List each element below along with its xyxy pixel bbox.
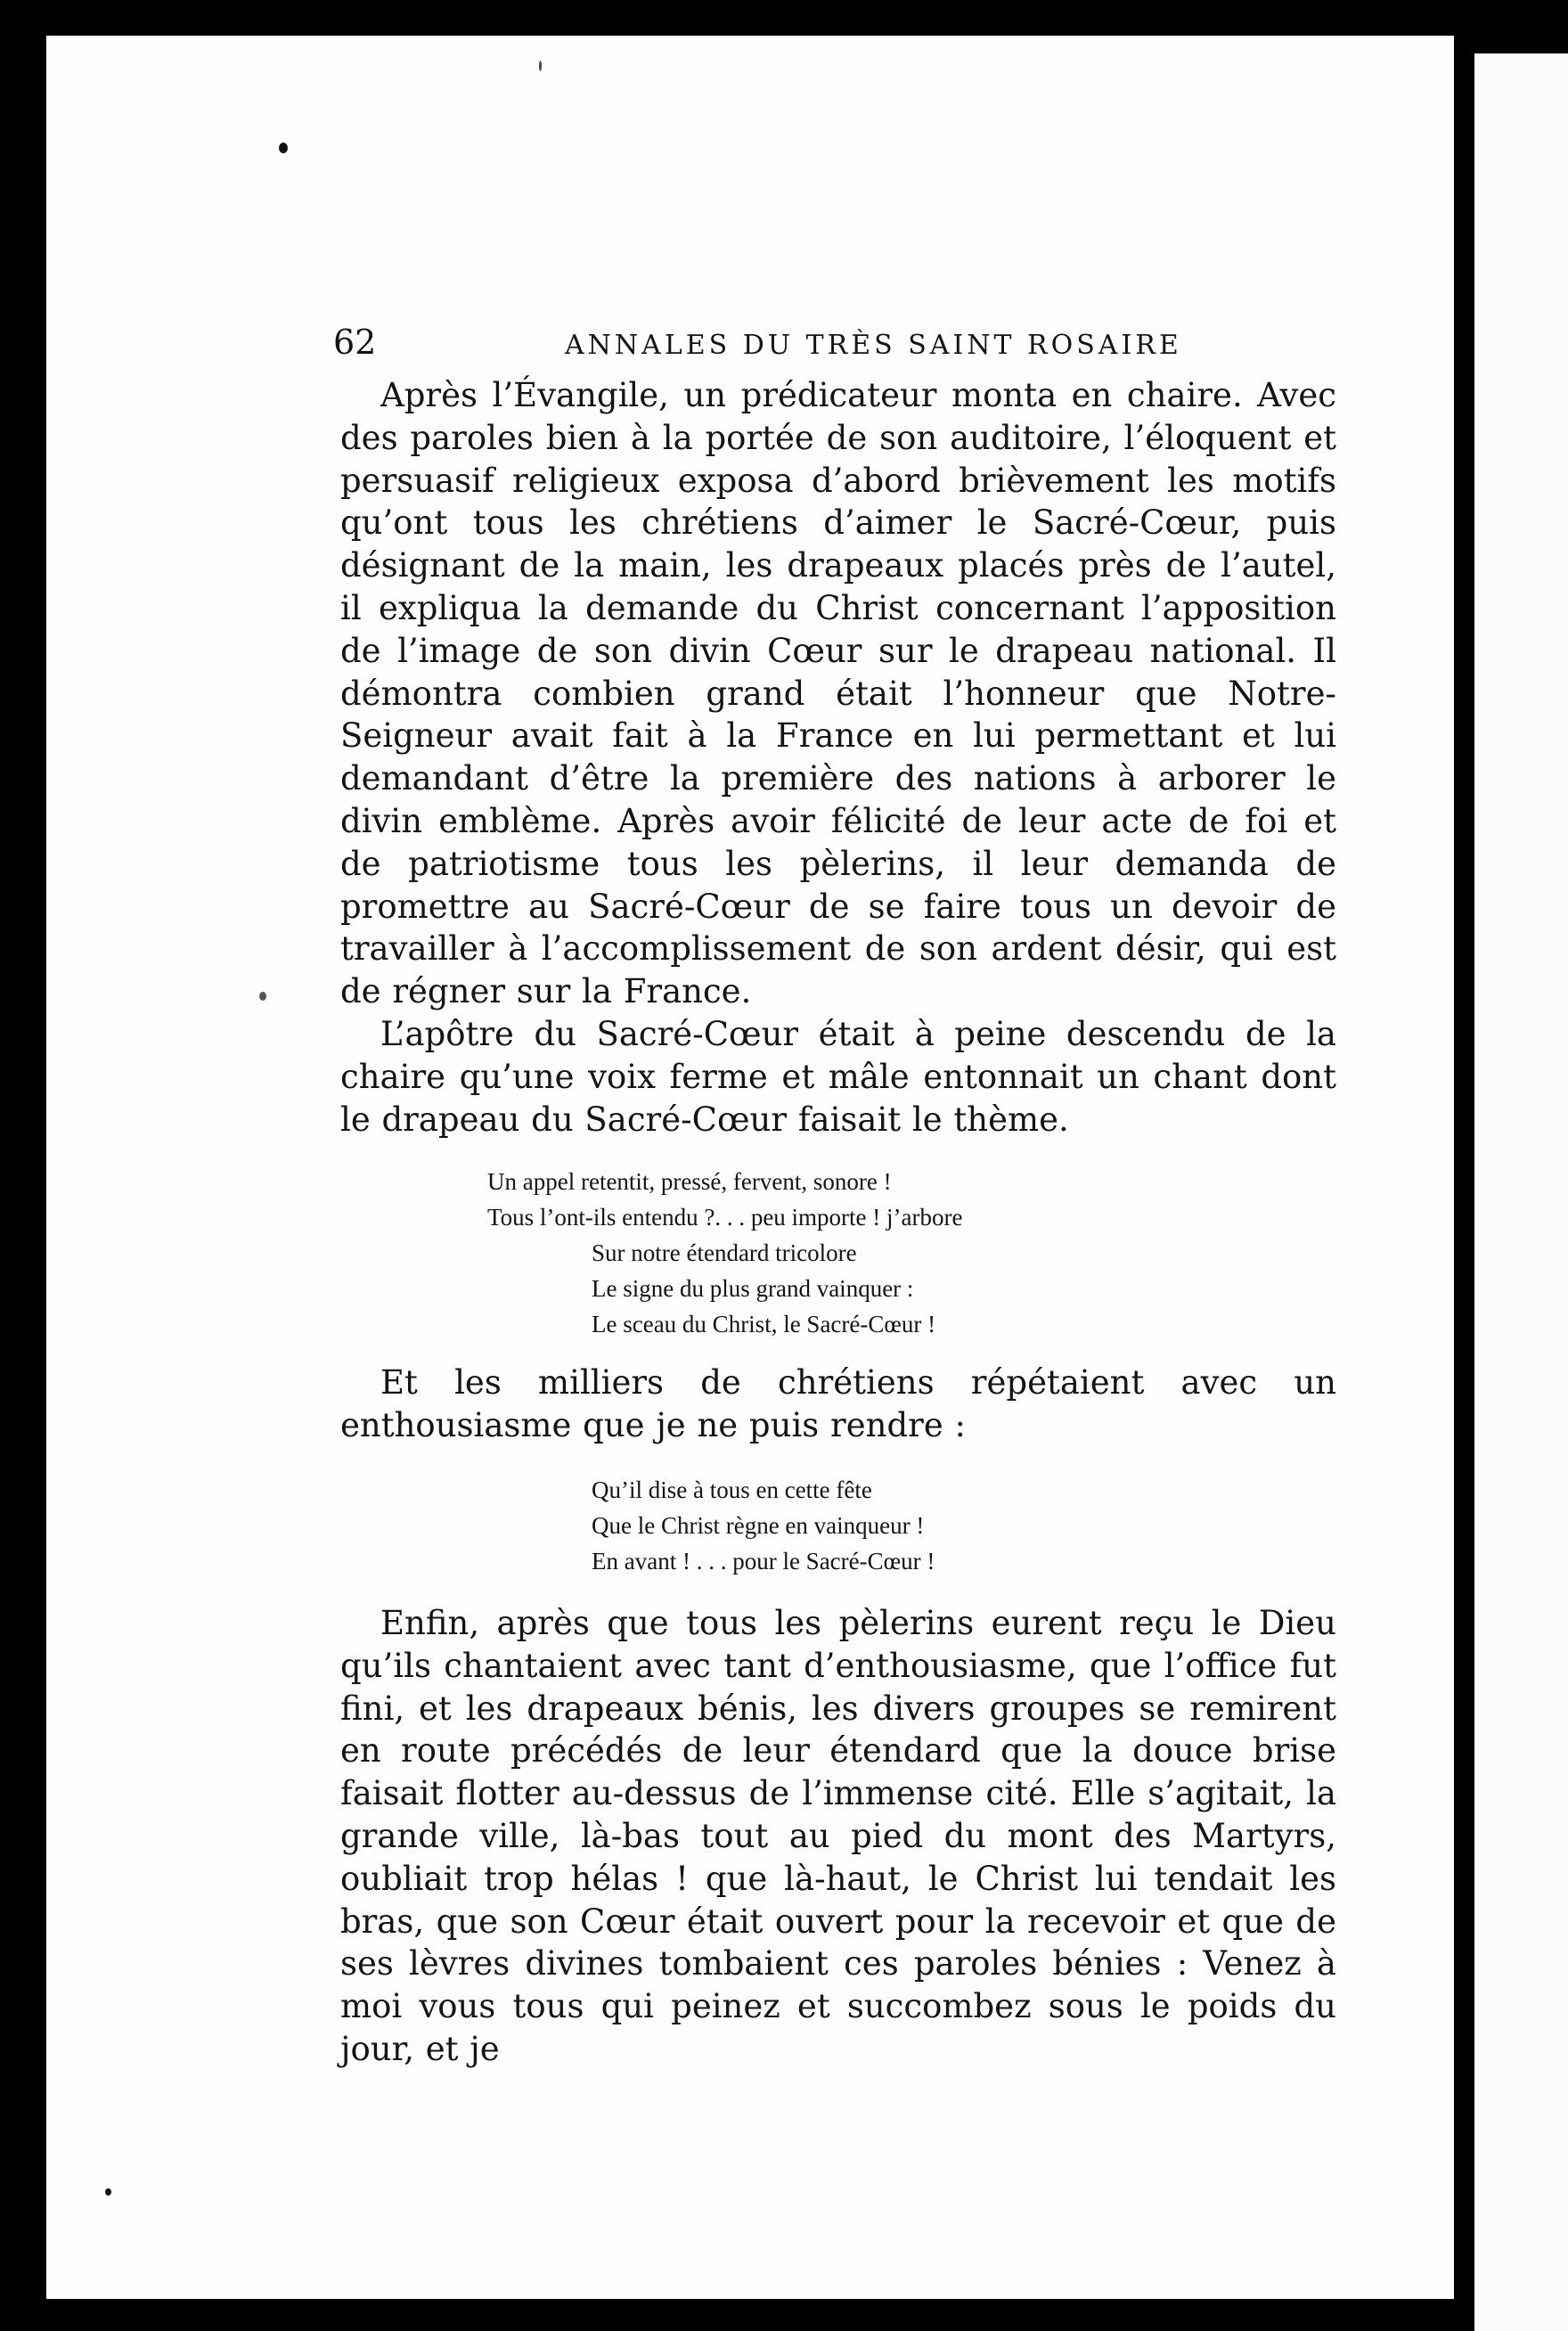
ink-speck <box>259 992 266 1001</box>
paragraph: Enfin, après que tous les pèlerins eurent reçu le Dieu qu’ils chantaient avec tant d’enthousiasme, que l’office fut fini, et les drapeaux bénis, les divers groupes se remirent en route précédés de leur étendard que la douce brise faisait flotter au-dessus de l’immense cité. Elle s’agitait, la grande ville, là-bas tout au pied du mont des Martyrs, oubliait trop hélas ! que là-haut, le Christ lui tendait les bras, que son Cœur était ouvert pour la recevoir et que de ses lèvres divines tombaient ces paroles bénies : Venez à moi vous tous qui peinez et succombez sous le poids du jour, et je <box>340 1603 1336 2068</box>
paragraph: Après l’Évangile, un prédicateur monta en chaire. Avec des paroles bien à la portée de son auditoire, l’éloquent et persuasif religieux exposa d’abord brièvement les motifs qu’ont tous les chrétiens d’aimer le Sacré-Cœur, puis désignant de la main, les drapeaux placés près de l’autel, il expliqua la demande du Christ concernant l’apposition de l’image de son divin Cœur sur le drapeau national. Il démontra combien grand était l’honneur que Notre-Seigneur avait fait à la France en lui permettant et lui demandant d’être la première des nations à arborer le divin emblème. Après avoir félicité de leur acte de foi et de patriotisme tous les pèlerins, il leur demanda de promettre au Sacré-Cœur de se faire tous un devoir de travailler à l’accomplissement de son ardent désir, qui est de régner sur la France. <box>340 376 1336 1011</box>
ink-speck <box>105 2188 111 2196</box>
page-number: 62 <box>333 323 377 362</box>
verse-line: En avant ! . . . pour le Sacré-Cœur ! <box>592 1547 935 1574</box>
verse-stanza <box>340 1164 1336 1342</box>
paragraph: Et les milliers de chrétiens répétaient avec un enthousiasme que je ne puis rendre : <box>340 1363 1336 1445</box>
facing-page-edge <box>1474 53 1568 2331</box>
verse-line: Un appel retentit, pressé, fervent, sonore ! <box>487 1168 892 1196</box>
ink-speck <box>539 61 542 71</box>
verse-line: Sur notre étendard tricolore <box>592 1239 857 1267</box>
running-title: ANNALES DU TRÈS SAINT ROSAIRE <box>565 330 1182 361</box>
refrain-stanza <box>340 1472 1336 1579</box>
verse-line: Qu’il dise à tous en cette fête <box>592 1476 872 1503</box>
paragraph: L’apôtre du Sacré-Cœur était à peine descendu de la chaire qu’une voix ferme et mâle entonnait un chant dont le drapeau du Sacré-Cœur faisait le thème. <box>340 1014 1336 1139</box>
running-header <box>333 321 1336 374</box>
page-text <box>333 321 1336 2071</box>
verse-line: Le sceau du Christ, le Sacré-Cœur ! <box>592 1311 936 1338</box>
verse-line: Tous l’ont-ils entendu ?. . . peu importe ! j’arbore <box>487 1204 963 1231</box>
verse-line: Le signe du plus grand vainquer : <box>592 1275 914 1303</box>
verse-line: Que le Christ règne en vainqueur ! <box>592 1511 925 1539</box>
ink-speck <box>279 143 288 153</box>
